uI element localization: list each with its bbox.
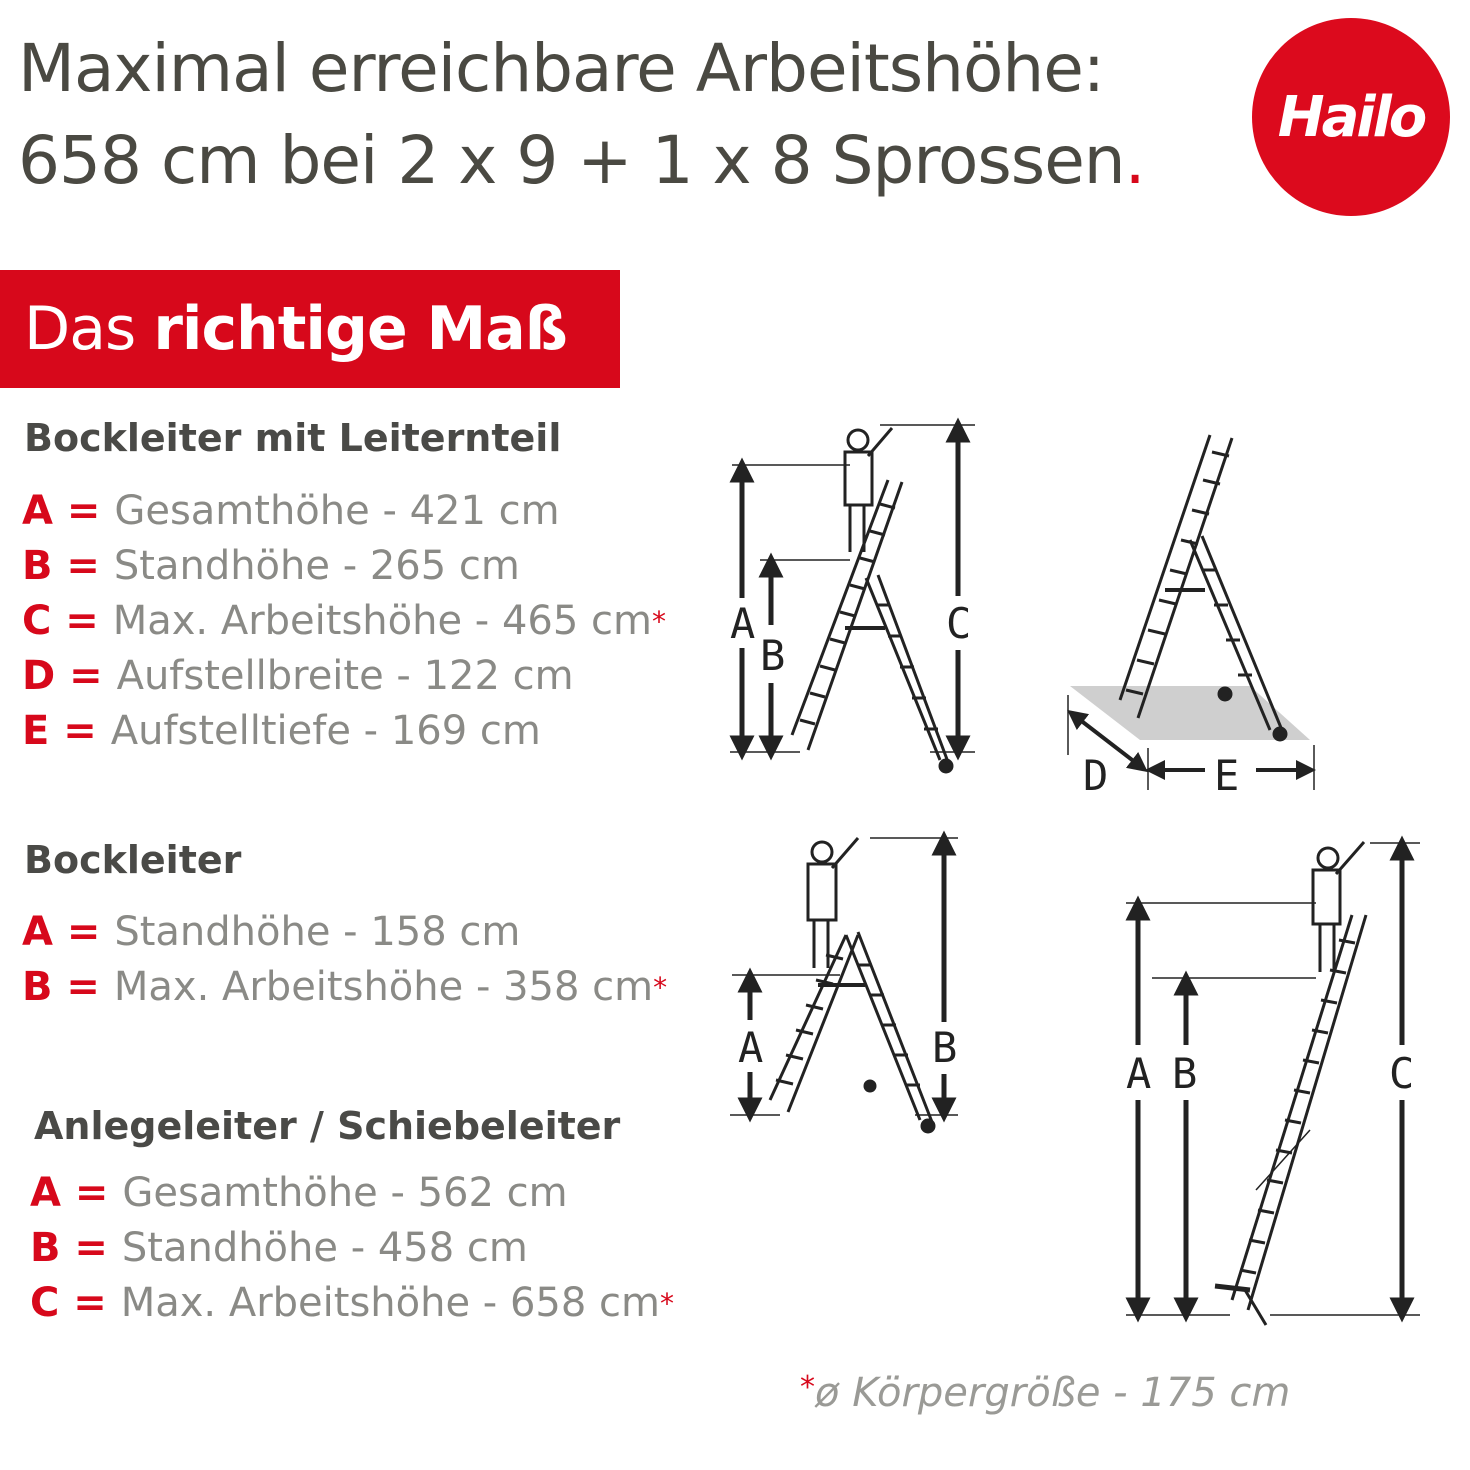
headline-dot: .: [1124, 122, 1145, 199]
headline-line-1: Maximal erreichbare Arbeitshöhe:: [18, 30, 1105, 107]
diagram-3-stepladder: [730, 838, 958, 1132]
spec-equals: =: [52, 488, 115, 534]
spec-text: Max. Arbeitshöhe - 658 cm: [120, 1280, 660, 1326]
spec-letter: C: [30, 1280, 60, 1326]
spec-equals: =: [55, 653, 117, 699]
spec-letter: B: [30, 1225, 61, 1271]
spec-equals: =: [59, 1280, 121, 1326]
section-title-anlegeleiter: Anlegeleiter / Schiebeleiter: [34, 1104, 621, 1148]
banner-light-text: Das: [24, 294, 154, 364]
spec-equals: =: [51, 598, 113, 644]
d3-label-b: B: [932, 1023, 958, 1072]
section-title-bockleiter-leiternteil: Bockleiter mit Leiternteil: [24, 416, 562, 460]
d3-label-a: A: [738, 1023, 764, 1072]
hailo-logo-text: Hailo: [1277, 84, 1425, 150]
spec-text: Gesamthöhe - 421 cm: [114, 488, 560, 534]
footnote-text: ø Körpergröße - 175 cm: [815, 1370, 1291, 1416]
d4-label-b: B: [1172, 1049, 1198, 1098]
diagram-2-footprint: [1068, 435, 1314, 790]
banner-bold-text: richtige Maß: [153, 294, 567, 364]
headline-line-2-text: 658 cm bei 2 x 9 + 1 x 8 Sprossen: [18, 122, 1125, 199]
spec-equals: =: [52, 909, 115, 955]
diagram-1-combination-ladder: [730, 425, 975, 772]
spec-text: Max. Arbeitshöhe - 465 cm: [112, 598, 652, 644]
spec-equals: =: [52, 543, 114, 589]
spec-equals: =: [60, 1170, 123, 1216]
spec-equals: =: [52, 964, 114, 1010]
spec-letter: D: [22, 653, 56, 699]
spec-text: Max. Arbeitshöhe - 358 cm: [113, 964, 654, 1010]
spec-star: *: [651, 605, 666, 638]
spec-letter: A: [30, 1170, 61, 1216]
d4-label-c: C: [1389, 1049, 1415, 1098]
diagram-4-extension-ladder: [1126, 842, 1420, 1325]
d1-label-b: B: [760, 631, 786, 680]
d2-label-e: E: [1214, 751, 1240, 800]
spec-letter: E: [22, 708, 50, 754]
d1-label-a: A: [730, 599, 756, 648]
spec-text: Aufstelltiefe - 169 cm: [110, 708, 541, 754]
spec-letter: A: [22, 909, 53, 955]
spec-star: *: [659, 1287, 674, 1320]
spec-letter: B: [22, 543, 53, 589]
spec-text: Standhöhe - 158 cm: [114, 909, 521, 955]
spec-star: *: [653, 971, 668, 1004]
d4-label-a: A: [1126, 1049, 1152, 1098]
spec-text: Standhöhe - 265 cm: [113, 543, 520, 589]
spec-equals: =: [60, 1225, 122, 1271]
spec-text: Aufstellbreite - 122 cm: [116, 653, 574, 699]
section-title-bockleiter: Bockleiter: [24, 838, 242, 882]
spec-letter: A: [22, 488, 53, 534]
spec-text: Gesamthöhe - 562 cm: [122, 1170, 568, 1216]
spec-text: Standhöhe - 458 cm: [121, 1225, 528, 1271]
spec-letter: C: [22, 598, 52, 644]
spec-equals: =: [49, 708, 111, 754]
footnote-star: *: [800, 1370, 815, 1405]
d1-label-c: C: [946, 599, 972, 648]
spec-letter: B: [22, 964, 53, 1010]
d2-label-d: D: [1083, 751, 1109, 800]
